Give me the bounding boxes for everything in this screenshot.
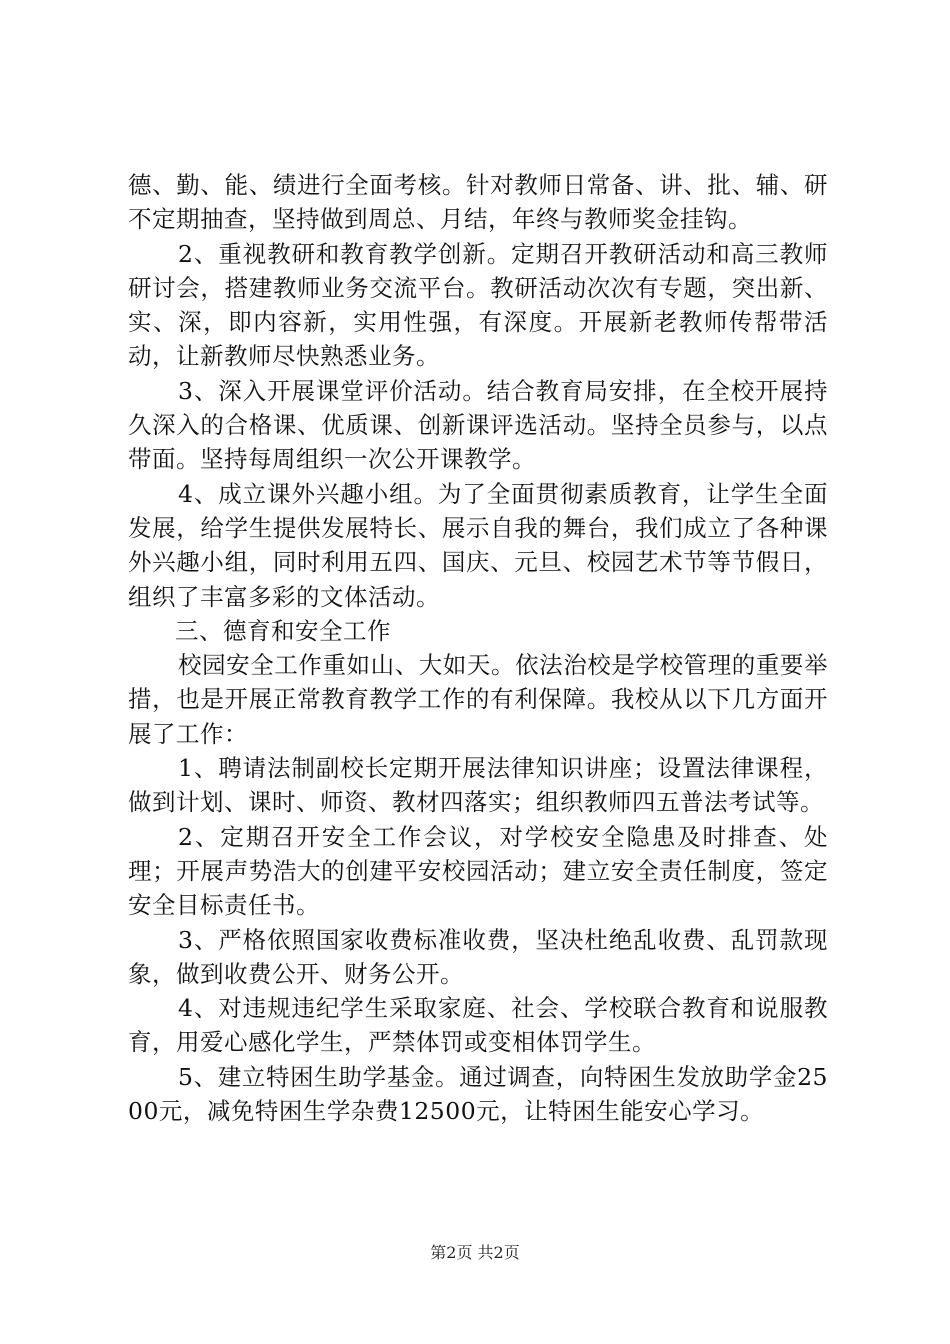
section-heading: 三、德育和安全工作 — [175, 616, 391, 645]
paragraph-8: 2、定期召开安全工作会议，对学校安全隐患及时排查、处理；开展声势浩大的创建平安校园活动；建立安全责任制度，签定安全目标责任书。 — [128, 822, 828, 920]
document-body — [128, 168, 828, 1128]
paragraph-10: 4、对违规违纪学生采取家庭、社会、学校联合教育和说服教育，用爱心感化学生，严禁体罚或变相体罚学生。 — [128, 994, 828, 1057]
paragraph-2: 2、重视教研和教育教学创新。定期召开教研活动和高三教师研讨会，搭建教师业务交流平台。教研活动次次有专题，突出新、实、深，即内容新，实用性强，有深度。开展新老教师传帮带活动，让新教师尽快熟悉业务。 — [128, 239, 828, 371]
paragraph-7: 1、聘请法制副校长定期开展法律知识讲座；设置法律课程，做到计划、课时、师资、教材四落实；组织教师四五普法考试等。 — [128, 754, 828, 817]
paragraph-9: 3、严格依照国家收费标准收费，坚决杜绝乱收费、乱罚款现象，做到收费公开、财务公开。 — [128, 925, 828, 988]
paragraph-6: 校园安全工作重如山、大如天。依法治校是学校管理的重要举措，也是开展正常教育教学工作的有利保障。我校从以下几方面开展了工作： — [128, 651, 828, 748]
paragraph-3: 3、深入开展课堂评价活动。结合教育局安排，在全校开展持久深入的合格课、优质课、创新课评选活动。坚持全员参与，以点带面。坚持每周组织一次公开课教学。 — [128, 376, 828, 474]
paragraph-11: 5、建立特困生助学基金。通过调查，向特困生发放助学金2500元，减免特困生学杂费12500元，让特困生能安心学习。 — [128, 1062, 828, 1126]
paragraph-4: 4、成立课外兴趣小组。为了全面贯彻素质教育，让学生全面发展，给学生提供发展特长、展示自我的舞台，我们成立了各种课外兴趣小组，同时利用五四、国庆、元旦、校园艺术节等节假日，组织了丰富多彩的文体活动。 — [128, 479, 828, 611]
paragraph-1: 德、勤、能、绩进行全面考核。针对教师日常备、讲、批、辅、研不定期抽查，坚持做到周总、月结，年终与教师奖金挂钩。 — [128, 171, 828, 234]
page-footer: 第2页 共2页 — [430, 1243, 520, 1262]
